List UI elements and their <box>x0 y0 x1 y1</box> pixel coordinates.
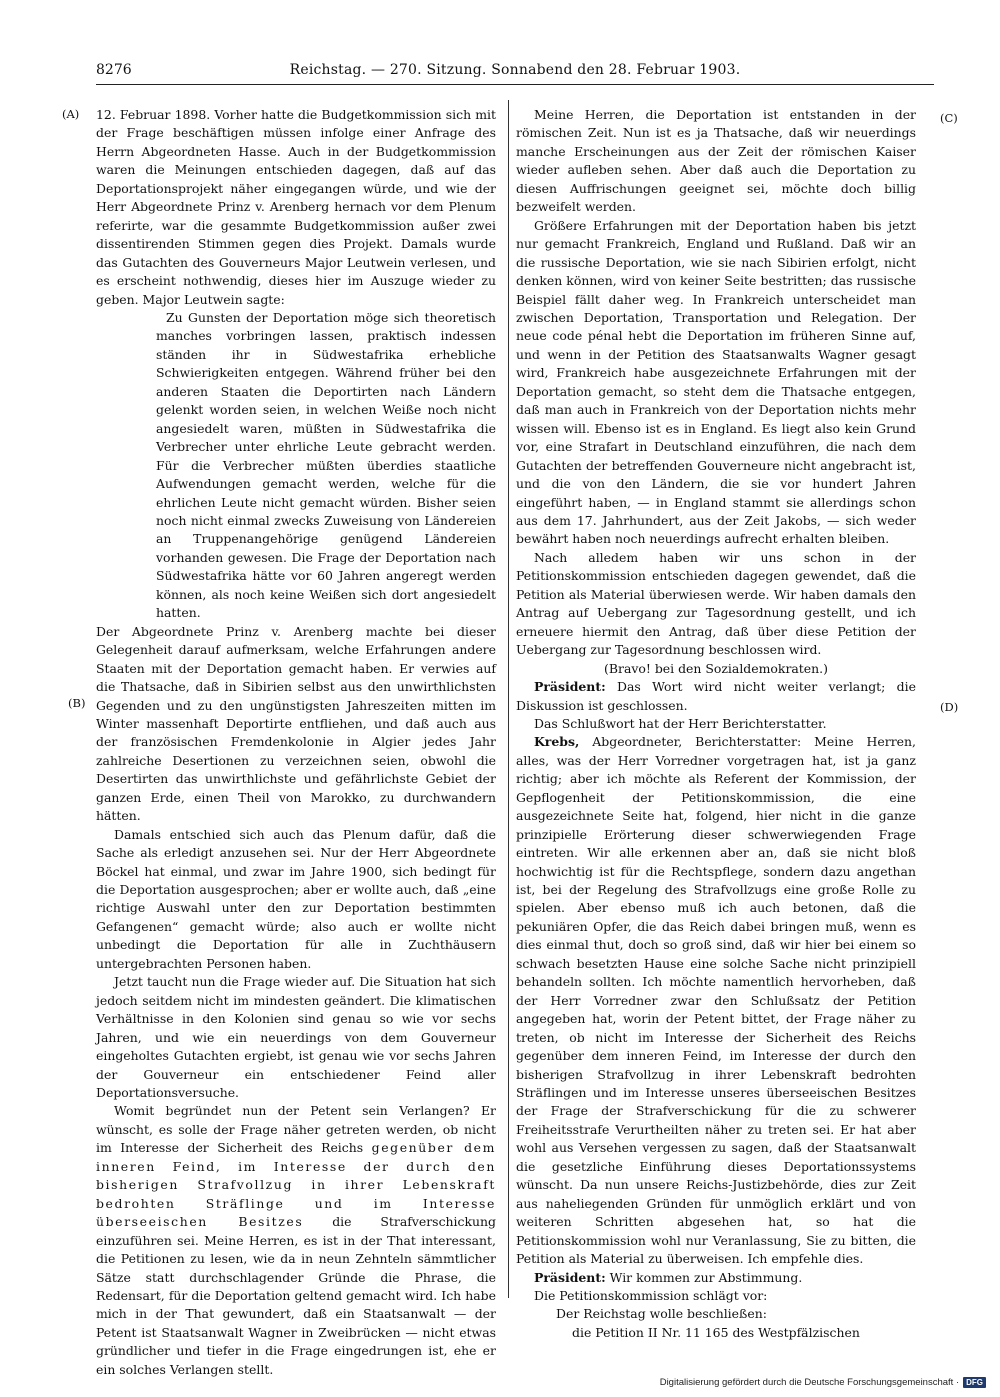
applause-note: (Bravo! bei den Sozialdemokraten.) <box>604 660 828 676</box>
petition-reference: die Petition II Nr. 11 165 des Westpfälzischen <box>572 1324 860 1340</box>
margin-marker-b: (B) <box>68 696 86 710</box>
left-paragraph-5 <box>96 1102 496 1379</box>
leutwein-quote: Zu Gunsten der Deportation möge sich theoretisch manches vorbringen lassen, praktisch indessen ständen ihr in Südwestafrika erhebliche Schwierigkeiten entgegen. Während früher bei den anderen Staaten die Deportirten nach Ländern gelenkt worden seien, in welchen Weiße noch nicht angesiedelt waren, müßten in Südwestafrika die Verbrecher unter ehrliche Leute gebracht werden. Für die Verbrecher müßten überdies staatliche Aufwendungen gemacht werden, welche für die ehrlichen Leute nicht gemacht würden. Bisher seien noch nicht einmal zwecks Zuweisung von Ländereien an Truppenangehörige genügend Ländereien vorhanden gewesen. Die Frage der Deportation nach Südwestafrika hätte vor 60 Jahren angeregt werden können, als noch keine Weißen sich dort angesiedelt hatten. <box>156 309 496 621</box>
krebs-statement-text: Abgeordneter, Berichterstatter: Meine Herren, alles, was der Herr Vorredner vorgetragen hat, ist ja ganz richtig; aber ich möchte als Referent der Kommission, der Gepflogenheit der Petitionskommission, die eine ausgezeichnete Seite hat, folgend, hier nicht in die ganze prinzipielle Erörterung dieser schwerwiegenden Frage eintreten. Wir alle erkennen aber an, daß sie nicht bloß hochwichtig ist für die Rechtspflege, sondern dazu angethan ist, bei der Regelung des Strafvollzugs eine große Rolle zu spielen. Aber ebenso muß ich auch betonen, daß die pekuniären Opfer, die das Reich dabei bringen muß, wenn es dies einmal thut, doch so groß sind, daß wir hier bei einem so schwach besetzten Hause eine solche Sache nicht prinzipiell behandeln sollten. Ich möchte namentlich hervorheben, daß der Herr Vorredner zwar den Schlußsatz der Petition angegeben hat, worin der Petent bittet, der Frage näher zu treten, ob nicht im Interesse der Sicherheit des Reichs gegenüber dem inneren Feind, im Interesse der durch den bisherigen Strafvollzug in ihrer Lebenskraft bedrohten Sträflingen und im Interesse unseres überseeischen Besitzes der Frage der Strafverschickung für die zu schwerer Freiheitsstrafe Verurtheilten näher zu treten sei. Er hat aber wohl aus Versehen vergessen zu sagen, daß der Staatsanwalt die gesetzliche Einführung dieses Deportationssystems wünscht. Da nun unsere Reichs-Justizbehörde, dies zur Zeit aus naheliegenden Gründen für unmöglich erklärt und von weiteren Schritten abgesehen hat, so hat die Petitionskommission wohl nur Veranlassung, Sie zu bitten, die Petition als Material zu überweisen. Ich empfehle dies. <box>516 734 916 1267</box>
column-divider <box>508 100 509 1298</box>
right-paragraph-1: Meine Herren, die Deportation ist entstanden in der römischen Zeit. Nun ist es ja Thatsache, daß wir neuerdings manche Erscheinungen aus der Zeit der römischen Kaiser wieder aufleben sehen. Aber daß auch die Deportation zu diesen Auffrischungen geeignet sei, möchte doch billig bezweifelt werden. <box>516 107 916 215</box>
right-paragraph-4: Das Schlußwort hat der Herr Berichterstatter. <box>534 715 827 731</box>
right-column <box>516 106 916 1340</box>
left-paragraph-3: Damals entschied sich auch das Plenum dafür, daß die Sache als erledigt anzusehen sei. Nur der Herr Abgeordnete Böckel hat einmal, und zwar im Jahre 1900, sich bedingt für die Deportation ausgesprochen; aber er wollte auch, daß „eine richtige Auswahl unter den zur Deportation bestimmten Gefangenen“ gemacht würde; also auch er wollte nicht unbedingt die Deportation für alle in Zuchthäusern untergebrachten Personen haben. <box>96 826 496 971</box>
left-paragraph-2: Der Abgeordnete Prinz v. Arenberg machte bei dieser Gelegenheit darauf aufmerksam, welche Erfahrungen andere Staaten mit der Deportation gemacht haben. Er verwies auf die Thatsache, daß in Sibirien selbst aus den unwirthlichsten Gegenden und zu den ungünstigsten Jahreszeiten mitten im Winter massenhaft Deportirte entfliehen, und daß auch aus der französischen Fremdenkolonie in Algier jedes Jahr zahlreiche Desertionen zu verzeichnen seien, obwohl die Desertirten das unwirthlichste und gefährlichste Gebiet der ganzen Erde, einen Theil von Marokko, zu durchwandern hätten. <box>96 623 496 824</box>
left-column <box>96 106 497 1377</box>
reichstag-motion: Der Reichstag wolle beschließen: <box>556 1306 767 1322</box>
header-title: Reichstag. — 270. Sitzung. Sonnabend den 28. Februar 1903. <box>289 62 741 78</box>
commission-proposal: Die Petitionskommission schlägt vor: <box>534 1288 768 1303</box>
header-rule <box>96 84 934 85</box>
spaced-quotation: gegenüber dem inneren Feind, im Interesse der durch den bisherigen Strafvollzug in ihrer Lebenskraft bedrohten Sträflinge und im Interesse überseeischen Besitzes <box>96 1140 496 1230</box>
left-paragraph-5-start: Womit begründet nun der Petent sein Verlangen? Er wünscht, es solle der Frage näher getreten werden, ob nicht im Interesse der Sicherheit des Reichs <box>96 1103 496 1156</box>
margin-marker-a: (A) <box>62 107 80 121</box>
right-paragraph-2: Größere Erfahrungen mit der Deportation haben bis jetzt nur gemacht Frankreich, England und Rußland. Daß wir an die russische Deportation, wie sie nach Sibirien erfolgt, nicht denken können, wird von keiner Seite bestritten; das russische Beispiel fällt daher weg. In Frankreich unterscheidet man zwischen Deportation, Transportation und Relegation. Der neue code pénal hebt die Deportation im früheren Sinne auf, und wenn in der Petition des Staatsanwalts Wagner gesagt wird, Frankreich habe ausgezeichnete Erfahrungen mit der Deportation gemacht, so steht dem die Thatsache entgegen, daß man auch in Frankreich von der Deportation nichts mehr wissen will. Ebenso ist es in England. Es liegt also kein Grund vor, eine Strafart in Deutschland einzuführen, die nach dem Gutachten der betreffenden Gouverneure nicht angebracht ist, und die von den Ländern, die sie vor hundert Jahren eingeführt haben, — in England stammt sie allerdings schon aus dem 17. Jahrhundert, aus der Zeit Jakobs, — sich weder bewährt haben noch neuerdings aufrecht erhalten bleiben. <box>516 217 916 547</box>
page-header <box>96 62 934 84</box>
digitization-footer <box>660 1377 986 1388</box>
left-paragraph-1: 12. Februar 1898. Vorher hatte die Budgetkommission sich mit der Frage beschäftigen müssen infolge einer Anfrage des Herrn Abgeordneten Hasse. Auch in der Budgetkommission waren die Meinungen entschieden dagegen, daß auf das Deportationsprojekt näher eingegangen würde, und wie der Herr Abgeordnete Prinz v. Arenberg hernach vor dem Plenum referirte, war die gesammte Budgetkommission außer zwei dissentirenden Stimmen gegen dies Projekt. Damals wurde das Gutachten des Gouverneurs Major Leutwein verlesen, und es erscheint nothwendig, dieses hier im Auszuge wieder zu geben. Major Leutwein sagte: <box>96 107 496 307</box>
speaker-president-2: Präsident: <box>534 1269 606 1285</box>
president-statement-2 <box>516 1269 916 1287</box>
page-number: 8276 <box>96 62 132 78</box>
margin-marker-c: (C) <box>940 111 958 125</box>
speaker-president: Präsident: <box>534 679 606 695</box>
president-statement-1 <box>516 678 916 715</box>
left-paragraph-5-end: die Strafverschickung einzuführen sei. Meine Herren, es ist in der That interessant, die Petitionen zu lesen, wie da in neun Zehnteln sämmtlicher Sätze statt durchschlagender Gründe die Phrase, die Redensart, für die Deportation geltend gemacht wird. Ich habe mich in der That gewundert, daß ein Staatsanwalt — der Petent ist Staatsanwalt Wagner in Zweibrücken — nicht etwas gründlicher und tiefer in die Frage eingedrungen ist, ehe er ein solches Verlangen stellt. <box>96 1214 497 1377</box>
president-statement-2-text: Wir kommen zur Abstimmung. <box>605 1269 803 1285</box>
president-statement-1-text: Das Wort wird nicht weiter verlangt; die Diskussion ist geschlossen. <box>516 679 916 713</box>
right-paragraph-3: Nach alledem haben wir uns schon in der Petitionskommission entschieden dagegen gewendet, daß die Petition als Material überwiesen werde. Wir haben damals den Antrag auf Uebergang zur Tagesordnung gestellt, und ich erneuere hiermit den Antrag, daß über diese Petition der Uebergang zur Tagesordnung beschlossen wird. <box>516 549 916 658</box>
krebs-statement <box>516 733 916 1268</box>
footer-text: Digitalisierung gefördert durch die Deutsche Forschungsgemeinschaft · <box>659 1377 960 1388</box>
left-paragraph-4: Jetzt taucht nun die Frage wieder auf. Die Situation hat sich jedoch seitdem nicht im mindesten geändert. Die klimatischen Verhältnisse in den Kolonien sind genau so wie vor sechs Jahren, und wie ein neuerdings von dem Gouverneur eingeholtes Gutachten ergiebt, ist genau wie vor sechs Jahren der Gouverneur ein entschiedener Feind aller Deportationsversuche. <box>96 974 496 1101</box>
speaker-krebs: Krebs, <box>534 734 580 750</box>
dfg-logo: DFG <box>963 1377 986 1388</box>
margin-marker-d: (D) <box>940 700 959 714</box>
